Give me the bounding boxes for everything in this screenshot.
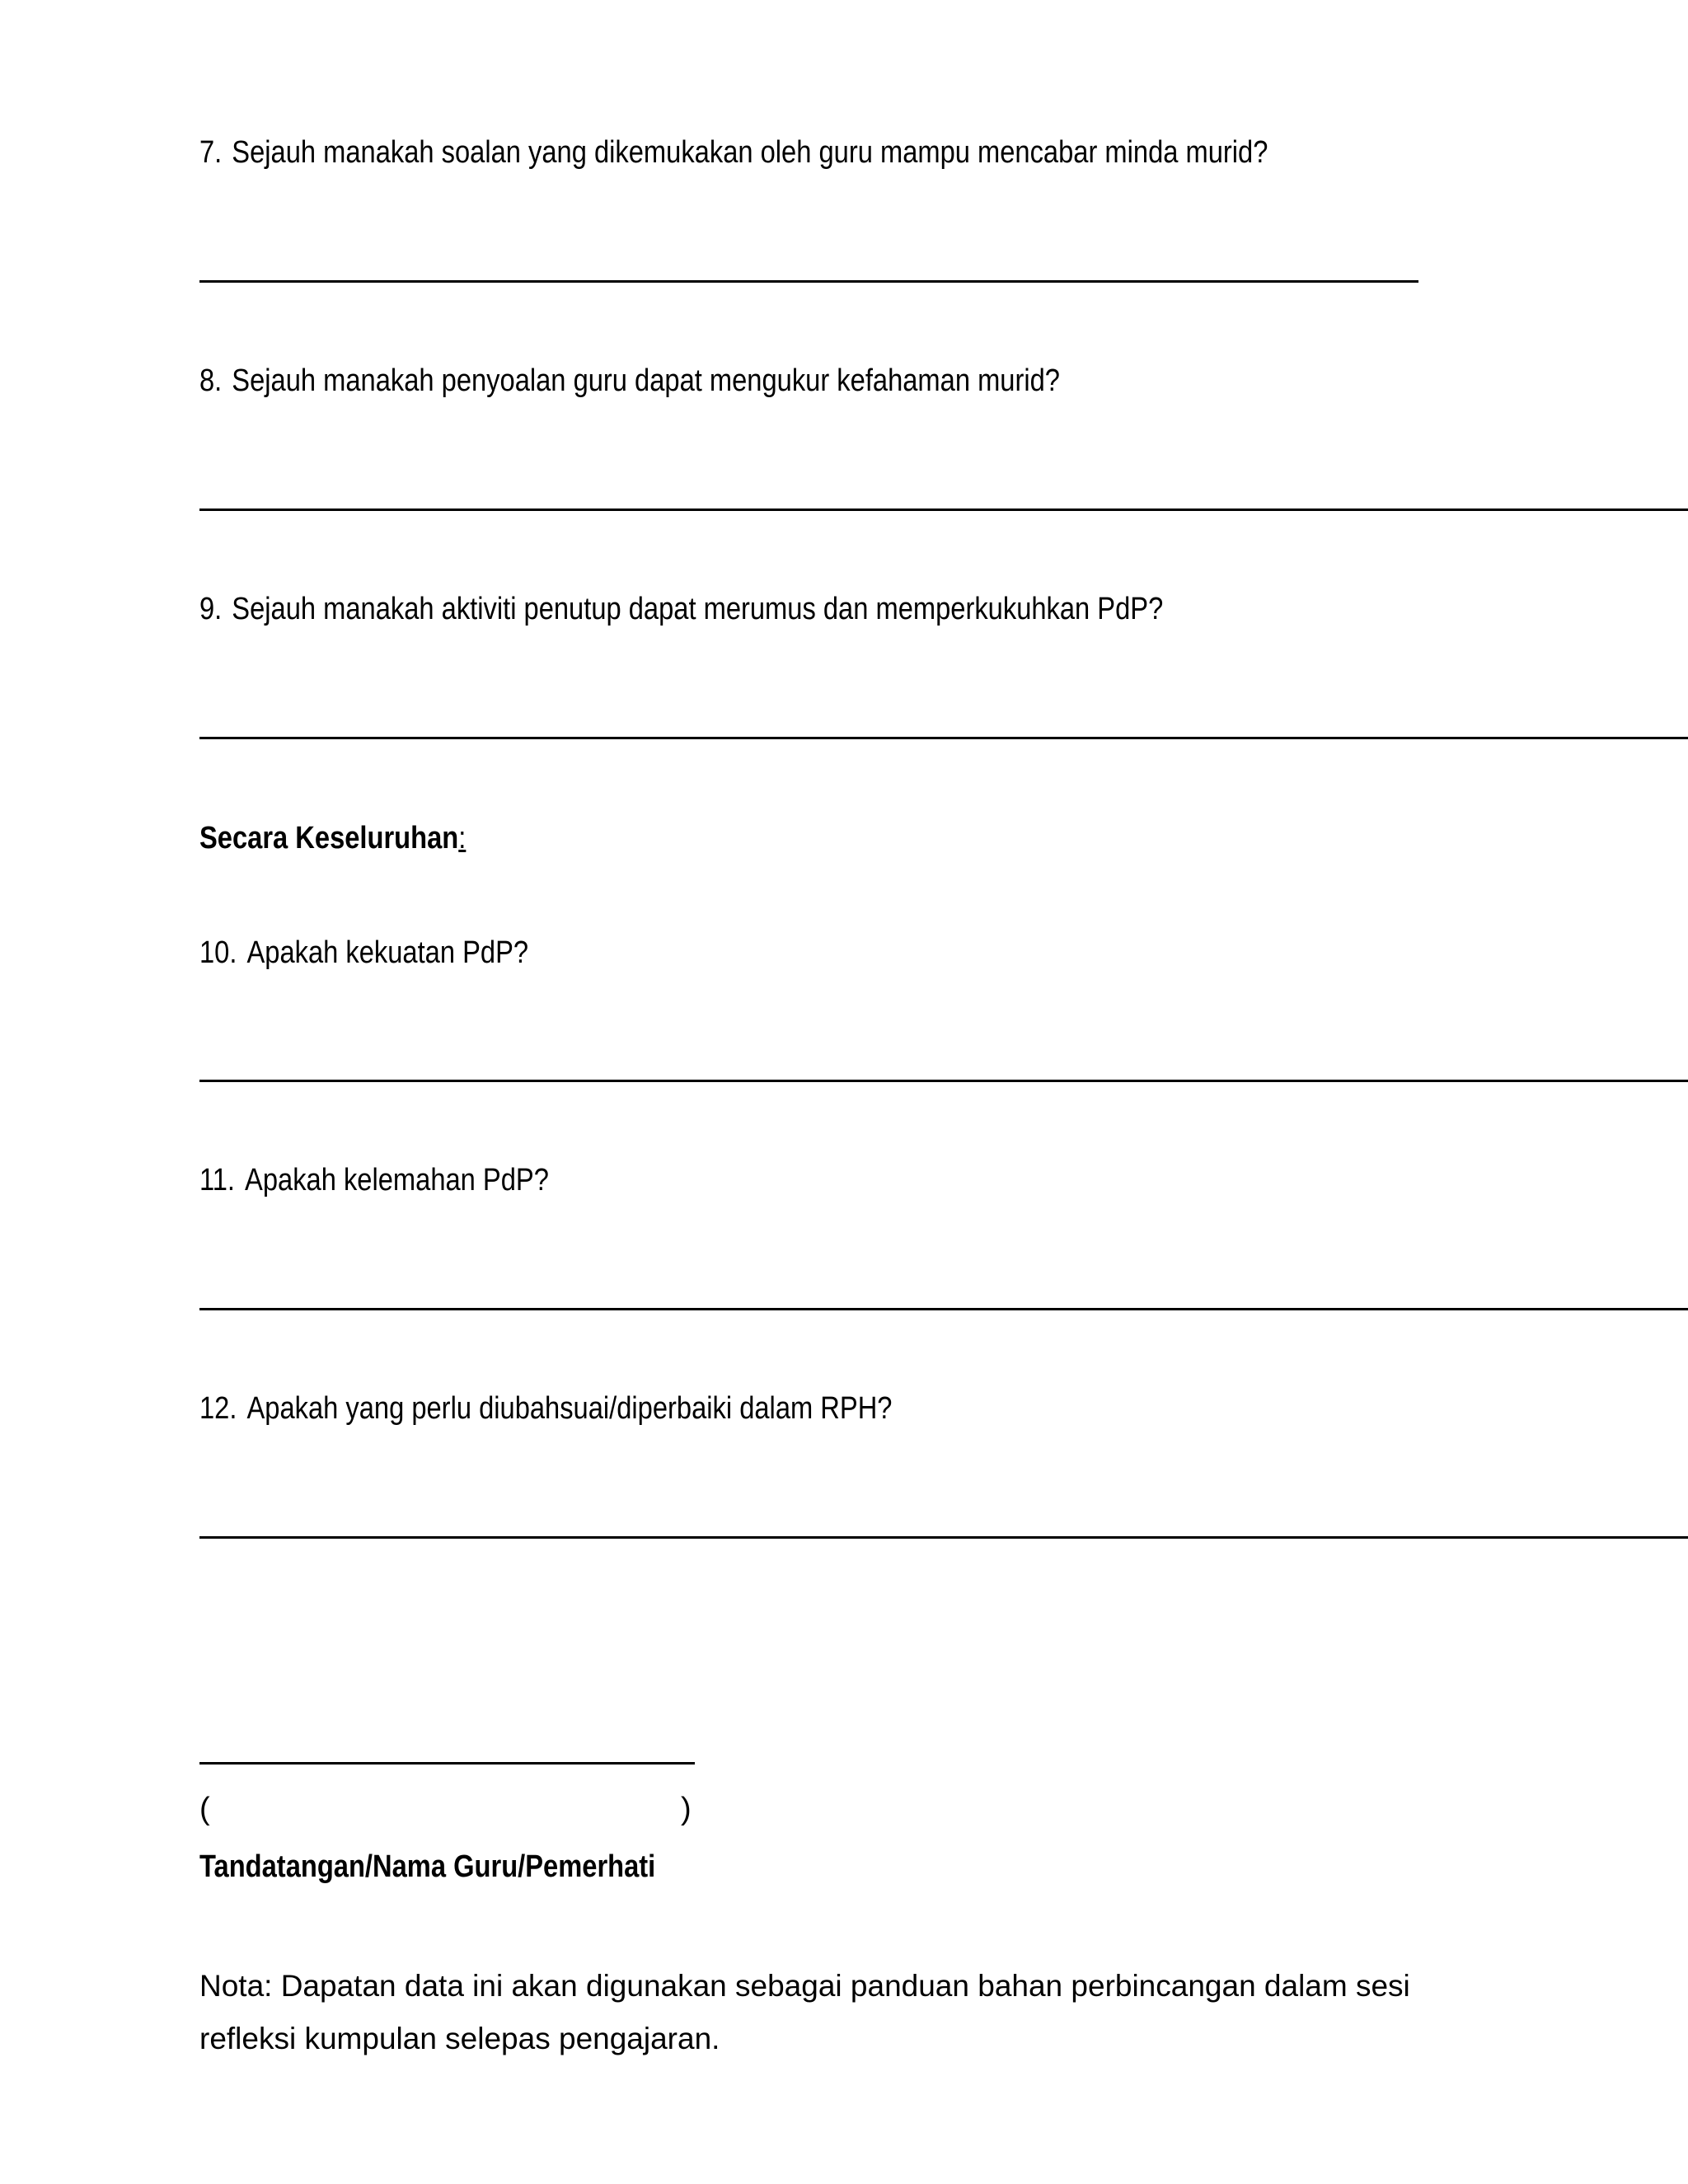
signature-label: Tandatangan/Nama Guru/Pemerhati	[199, 1849, 656, 1884]
question-text: Apakah kekuatan PdP?	[246, 935, 529, 970]
question-number: 10.	[199, 935, 237, 970]
question-11	[199, 1165, 549, 1196]
section-heading-text: Secara Keseluruhan	[199, 821, 459, 855]
signature-line[interactable]	[199, 1762, 695, 1765]
question-number: 12.	[199, 1391, 237, 1426]
question-12	[199, 1393, 892, 1424]
answer-line-12[interactable]	[199, 1536, 1688, 1539]
question-9	[199, 593, 1163, 625]
section-heading-colon: :	[458, 821, 467, 855]
answer-line-8[interactable]	[199, 509, 1688, 511]
name-close-paren: )	[681, 1792, 692, 1826]
note-line-2: refleksi kumpulan selepas pengajaran.	[199, 2022, 720, 2055]
answer-line-9[interactable]	[199, 737, 1688, 739]
answer-line-7[interactable]	[199, 280, 1418, 283]
section-heading	[199, 823, 466, 854]
note	[199, 1960, 1436, 2065]
question-number: 7.	[199, 135, 223, 170]
question-text: Sejauh manakah aktiviti penutup dapat merumus dan memperkukuhkan PdP?	[232, 592, 1164, 626]
question-number: 9.	[199, 592, 223, 626]
note-line-1: Nota: Dapatan data ini akan digunakan sebagai panduan bahan perbincangan dalam sesi	[199, 1969, 1410, 2003]
name-open-paren: (	[199, 1792, 210, 1826]
question-text: Sejauh manakah soalan yang dikemukakan oleh guru mampu mencabar minda murid?	[232, 135, 1268, 170]
question-text: Sejauh manakah penyoalan guru dapat mengukur kefahaman murid?	[232, 363, 1060, 398]
question-text: Apakah yang perlu diubahsuai/diperbaiki dalam RPH?	[246, 1391, 893, 1426]
answer-line-11[interactable]	[199, 1308, 1688, 1310]
question-text: Apakah kelemahan PdP?	[245, 1163, 549, 1197]
answer-line-10[interactable]	[199, 1080, 1688, 1082]
question-number: 11.	[199, 1163, 236, 1197]
question-7	[199, 137, 1268, 168]
question-number: 8.	[199, 363, 223, 398]
question-10	[199, 937, 528, 968]
question-8	[199, 365, 1060, 396]
